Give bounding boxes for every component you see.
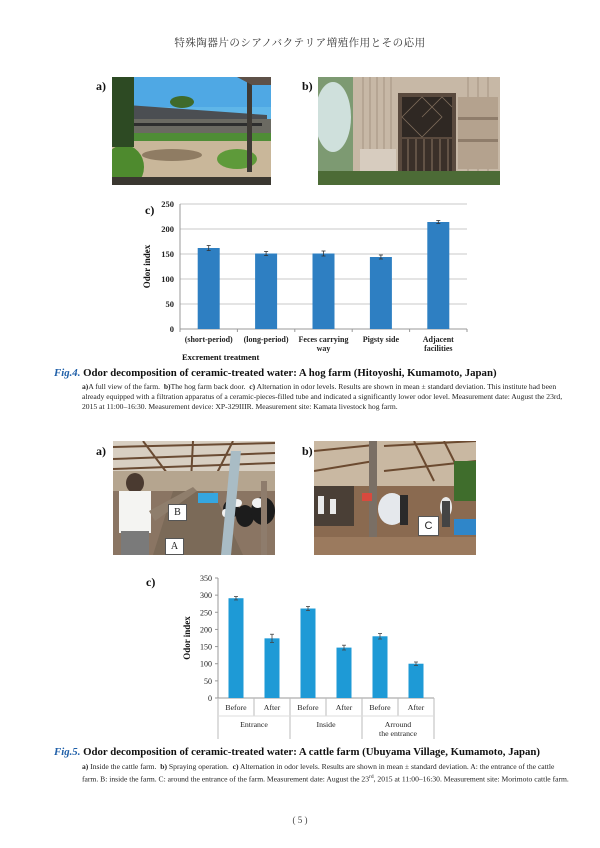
bar — [255, 254, 277, 330]
bar — [313, 254, 335, 330]
y-axis-title: Odor index — [182, 616, 192, 660]
fig4-caption-title — [54, 367, 497, 379]
bar — [198, 248, 220, 329]
x-group-label: Entrance — [240, 720, 268, 729]
fig4-odor-bar-chart — [130, 196, 475, 361]
x-category-label: (short-period) — [184, 335, 233, 344]
bar — [427, 222, 449, 329]
x-category-label: After — [407, 703, 425, 712]
fig4-title-text: Odor decomposition of ceramic-treated water: A hog farm (Hitoyoshi, Kumamoto, Japan) — [83, 367, 497, 379]
fig5-cap-b-text: Spraying operation. — [168, 762, 229, 771]
x-category-label: Before — [369, 703, 391, 712]
fig5-panel-label-c: c) — [146, 575, 156, 589]
fig5-photo-inside-cattle-farm — [113, 441, 275, 555]
x-category-label: After — [335, 703, 353, 712]
bar — [229, 598, 244, 698]
fig4-photo-farm-full-view — [112, 77, 271, 185]
y-tick-label: 100 — [161, 274, 174, 284]
x-axis-title: Excrement treatment — [182, 352, 260, 361]
y-tick-label: 0 — [208, 694, 212, 703]
y-tick-label: 150 — [200, 642, 212, 652]
fig4-cap-c-text: Alternation in odor levels. Results are shown in mean ± standard deviation. This institute had been already equipped with a filtration apparatus of a ceramic-pieces-filled tube and indicated a significantly lower odor level. Measurement date: August the 23rd, 2015 at 11:00–16:30. Measurement device: XP-329IIIR. Measurement site: Kamata livestock hog farm. — [82, 382, 563, 411]
fig5-caption-body — [82, 762, 572, 785]
fig5-cap-c-text-2: , 2015 at 11:00–16:30. Measurement site: Morimoto cattle farm. — [373, 774, 569, 784]
fig5-cap-a-text: Inside the cattle farm. — [90, 762, 157, 771]
fig5-cap-c-text-1: Alternation in odor levels. Results are shown in mean ± standard deviation. A: the entrance of the cattle farm. B: inside the farm. C: around the entrance of the farm. Measurement date: August the 23 — [82, 762, 555, 784]
y-tick-label: 150 — [161, 249, 174, 259]
fig4-cap-b-text: The hog farm back door. — [170, 382, 246, 391]
x-category-label: After — [263, 703, 281, 712]
y-tick-label: 250 — [161, 199, 174, 209]
fig5-odor-bar-chart — [170, 568, 442, 742]
y-tick-label: 200 — [161, 224, 174, 234]
fig5-panel-label-b: b) — [302, 444, 313, 458]
bar — [301, 609, 316, 698]
bar — [265, 638, 280, 698]
y-tick-label: 50 — [204, 676, 212, 686]
fig5-cap-a-label: a) — [82, 762, 89, 771]
x-category-label: Before — [297, 703, 319, 712]
bar — [409, 664, 424, 698]
bar — [370, 257, 392, 329]
fig4-cap-b-label: b) — [163, 382, 171, 391]
fig4-photo-back-door — [318, 77, 500, 185]
fig5-panel-label-a: a) — [96, 444, 106, 458]
running-header: 特殊陶器片のシアノバクテリア増殖作用とその応用 — [174, 38, 426, 49]
x-category-label: Feces carrying — [298, 335, 349, 344]
fig4-panel-label-b: b) — [302, 79, 313, 93]
fig4-cap-a-label: a) — [82, 382, 89, 391]
x-group-label: the entrance — [379, 729, 417, 738]
x-category-label: Pigsty side — [362, 335, 400, 344]
x-category-label: Before — [225, 703, 247, 712]
x-group-label: Inside — [316, 720, 336, 729]
bar — [337, 648, 352, 698]
fig4-cap-c-label: c) — [249, 382, 256, 391]
page-number: ( 5 ) — [292, 815, 308, 825]
fig5-label: Fig.5. — [54, 746, 81, 758]
fig5-caption-title — [54, 746, 540, 758]
x-category-label: way — [316, 344, 331, 353]
fig4-cap-a-text: A full view of the farm. — [88, 382, 161, 391]
x-category-label: (long-period) — [243, 335, 289, 344]
fig5-cap-c-sup: rd — [369, 774, 374, 780]
x-category-label: Adjacent — [422, 335, 454, 344]
y-tick-label: 200 — [200, 625, 212, 635]
x-category-label: facilities — [424, 344, 453, 353]
y-tick-label: 0 — [169, 324, 174, 334]
y-axis-title: Odor index — [142, 244, 152, 289]
fig5-marker-c: C — [418, 516, 439, 536]
fig5-marker-b: B — [168, 504, 187, 521]
fig5-cap-c-label: c) — [232, 762, 239, 771]
y-tick-label: 50 — [165, 299, 174, 309]
y-tick-label: 250 — [200, 608, 212, 618]
fig5-title-text: Odor decomposition of ceramic-treated water: A cattle farm (Ubuyama Village, Kumamoto, Japan) — [83, 746, 540, 758]
fig4-panel-label-c: c) — [145, 203, 155, 217]
y-tick-label: 350 — [200, 574, 212, 583]
fig4-label: Fig.4. — [54, 367, 81, 379]
fig5-marker-a: A — [165, 538, 184, 555]
fig4-caption-body — [82, 382, 572, 412]
y-tick-label: 300 — [200, 591, 212, 601]
x-group-label: Arround — [384, 720, 412, 729]
fig5-cap-b-label: b) — [160, 762, 168, 771]
bar — [373, 636, 388, 698]
fig5-photo-spraying-operation — [314, 441, 476, 555]
fig4-panel-label-a: a) — [96, 79, 106, 93]
y-tick-label: 100 — [200, 659, 212, 669]
